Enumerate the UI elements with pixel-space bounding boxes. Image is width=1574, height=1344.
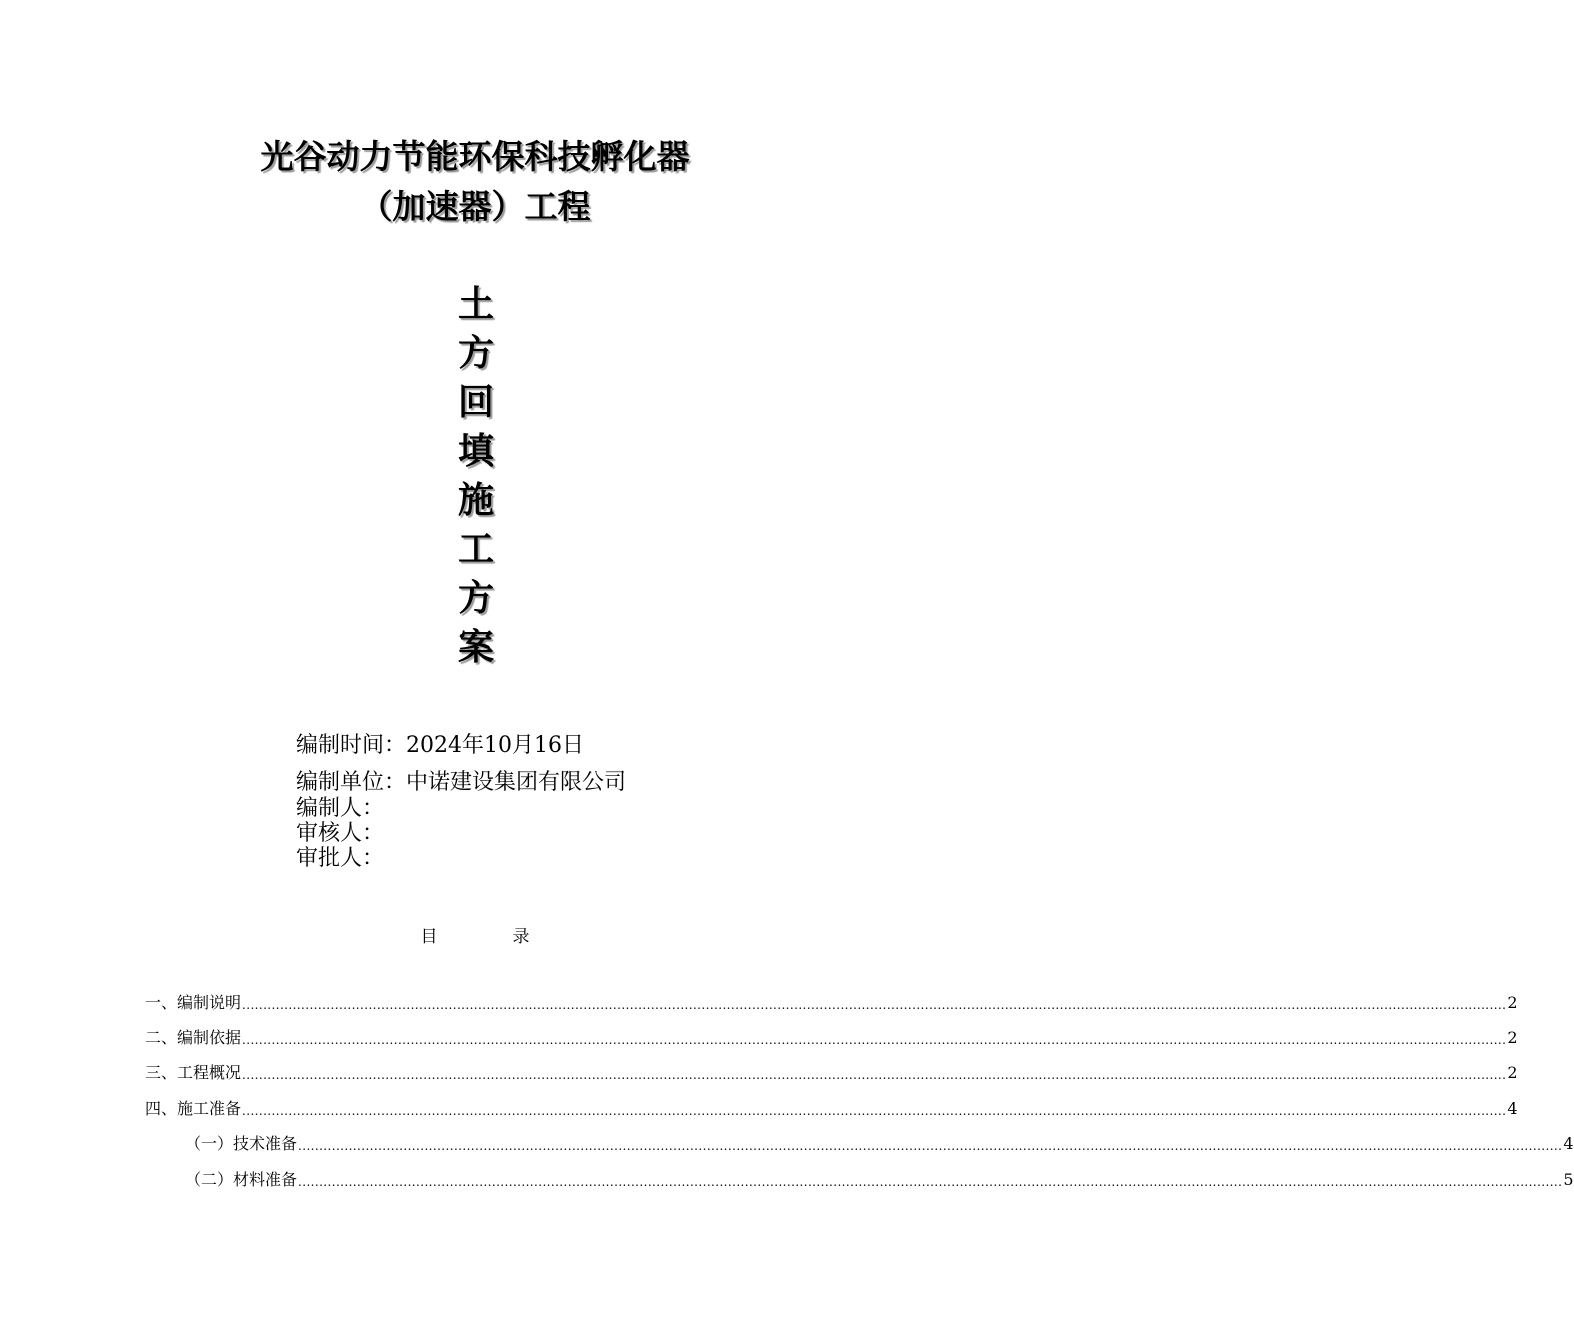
toc-leader-dots: ............................................................................................................................................................................................................................................................................................................ [298,1139,1563,1153]
toc-leader-dots: ............................................................................................................................................................................................................................................................................................................ [242,1104,1507,1118]
toc-heading-left: 目 [420,927,438,947]
toc-entry[interactable] [145,1060,1518,1084]
document-title-line-1: 光谷动力节能环保科技孵化器 [260,137,690,176]
toc-entry-page: 2 [1507,993,1518,1012]
toc-entry[interactable] [185,1131,1574,1155]
compile-time: 编制时间：2024年10月16日 [296,733,584,758]
toc-entry[interactable] [145,990,1518,1014]
toc-entry-page: 2 [1507,1063,1518,1082]
vertical-plan-title [451,280,501,672]
toc-heading-right: 录 [512,927,530,947]
vertical-title-char: 方 [457,333,494,374]
vertical-title-char: 回 [457,382,494,423]
toc-leader-dots: ............................................................................................................................................................................................................................................................................................................ [298,1175,1563,1189]
toc-entry-label: 三、工程概况 [145,1063,242,1082]
compiler-field: 编制人： [296,796,385,821]
toc-entry-page: 5 [1563,1170,1574,1189]
vertical-title-char: 土 [457,284,494,325]
toc-heading [0,922,950,947]
vertical-title-char: 填 [457,431,494,472]
document-title-line-2: （加速器）工程 [359,187,591,226]
toc-entry[interactable] [145,1096,1518,1120]
toc-entry-page: 4 [1563,1134,1574,1153]
vertical-title-char: 施 [457,480,494,521]
toc-entry[interactable] [145,1025,1518,1049]
toc-entry-page: 4 [1507,1099,1518,1118]
toc-entry-label: （一）技术准备 [185,1134,298,1153]
approver-field: 审批人： [296,846,385,871]
toc-entry-page: 2 [1507,1028,1518,1047]
toc-leader-dots: ............................................................................................................................................................................................................................................................................................................ [242,1033,1507,1047]
toc-entry-label: （二）材料准备 [185,1170,298,1189]
vertical-title-char: 案 [457,627,494,668]
toc-leader-dots: ............................................................................................................................................................................................................................................................................................................ [242,998,1507,1012]
toc-entry-label: 二、编制依据 [145,1028,242,1047]
reviewer-field: 审核人： [296,821,385,846]
toc-entry-label: 一、编制说明 [145,993,242,1012]
compile-unit: 编制单位：中诺建设集团有限公司 [296,770,627,795]
toc-leader-dots: ............................................................................................................................................................................................................................................................................................................ [242,1068,1507,1082]
vertical-title-char: 方 [457,578,494,619]
vertical-title-char: 工 [457,529,494,570]
toc-entry-label: 四、施工准备 [145,1099,242,1118]
toc-entry[interactable] [185,1167,1574,1191]
